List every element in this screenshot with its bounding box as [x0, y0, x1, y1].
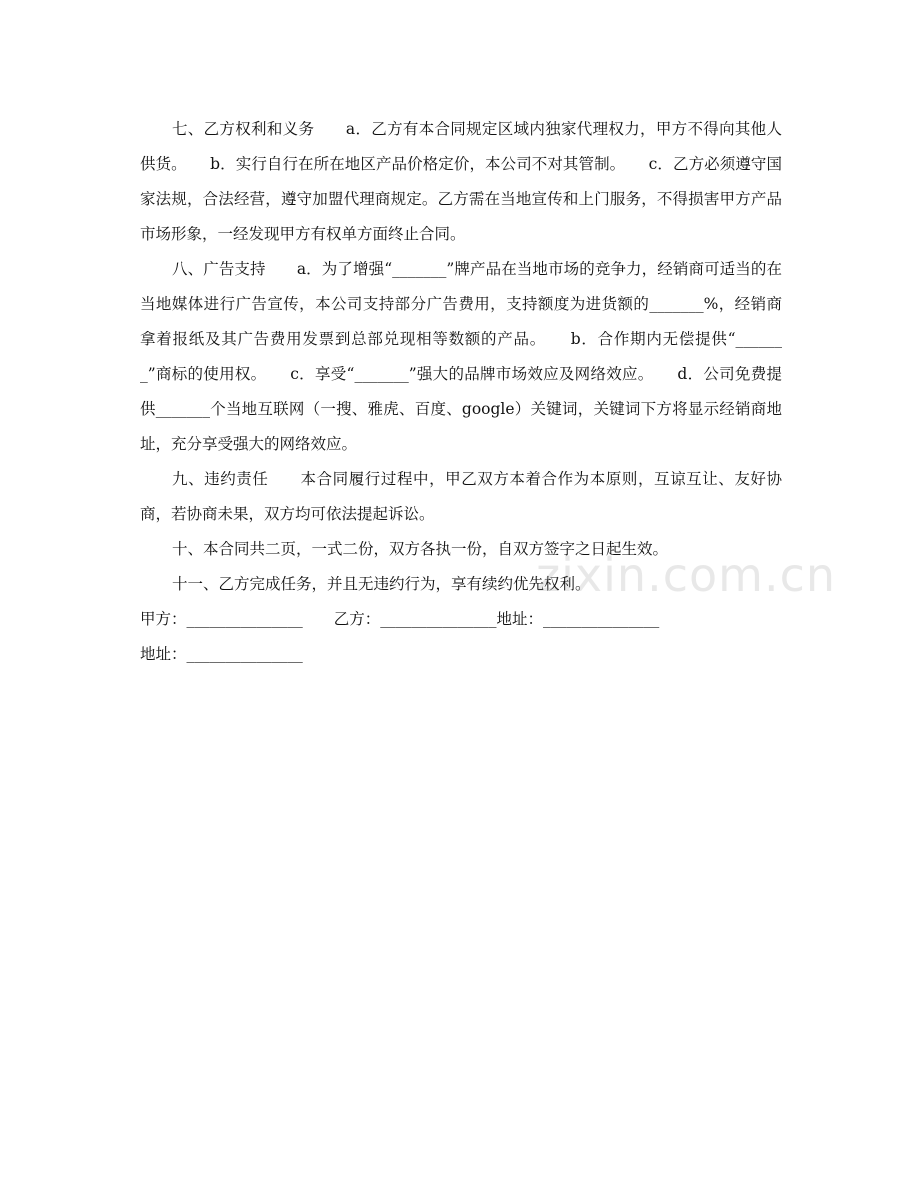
clause-11-renewal-priority: 十一、乙方完成任务，并且无违约行为，享有续约优先权利。 — [172, 575, 591, 593]
clause-7-rights-obligations: 七、乙方权利和义务 a．乙方有本合同规定区域内独家代理权力，甲方不得向其他人供货。 b．实行自行在所在地区产品价格定价，本公司不对其管制。 c．乙方必须遵守国家法规，合法经营，遵守加盟代理商规定。乙方需在当地宣传和上门服务，不得损害甲方产品市场形象，一经发现甲方有权单方面终止合同。 — [140, 120, 782, 243]
signature-line-address: 地址：_______________ — [140, 645, 303, 663]
clause-8-advertising-support: 八、广告支持 a．为了增强“_______”牌产品在当地市场的竞争力，经销商可适当的在当地媒体进行广告宣传，本公司支持部分广告费用，支持额度为进货额的_______%，经销商拿着报纸及其广告费用发票到总部兑现相等数额的产品。 b．合作期内无偿提供“_______”商标的使用权。 c．享受“_______”强大的品牌市场效应及网络效应。 d．公司免费提供_______个当地互联网（一搜、雅虎、百度、google）关键词，关键词下方将显示经销商地址，充分享受强大的网络效应。 — [140, 260, 782, 453]
signature-line-parties: 甲方：_______________ 乙方：_______________地址：_______________ — [140, 610, 660, 628]
clause-10-contract-copies: 十、本合同共二页，一式二份，双方各执一份，自双方签字之日起生效。 — [172, 540, 669, 558]
watermark: zixin.com.cn — [536, 548, 837, 602]
contract-body — [140, 112, 782, 672]
clause-9-breach-liability: 九、违约责任 本合同履行过程中，甲乙双方本着合作为本原则，互谅互让、友好协商，若协商未果，双方均可依法提起诉讼。 — [140, 470, 782, 523]
